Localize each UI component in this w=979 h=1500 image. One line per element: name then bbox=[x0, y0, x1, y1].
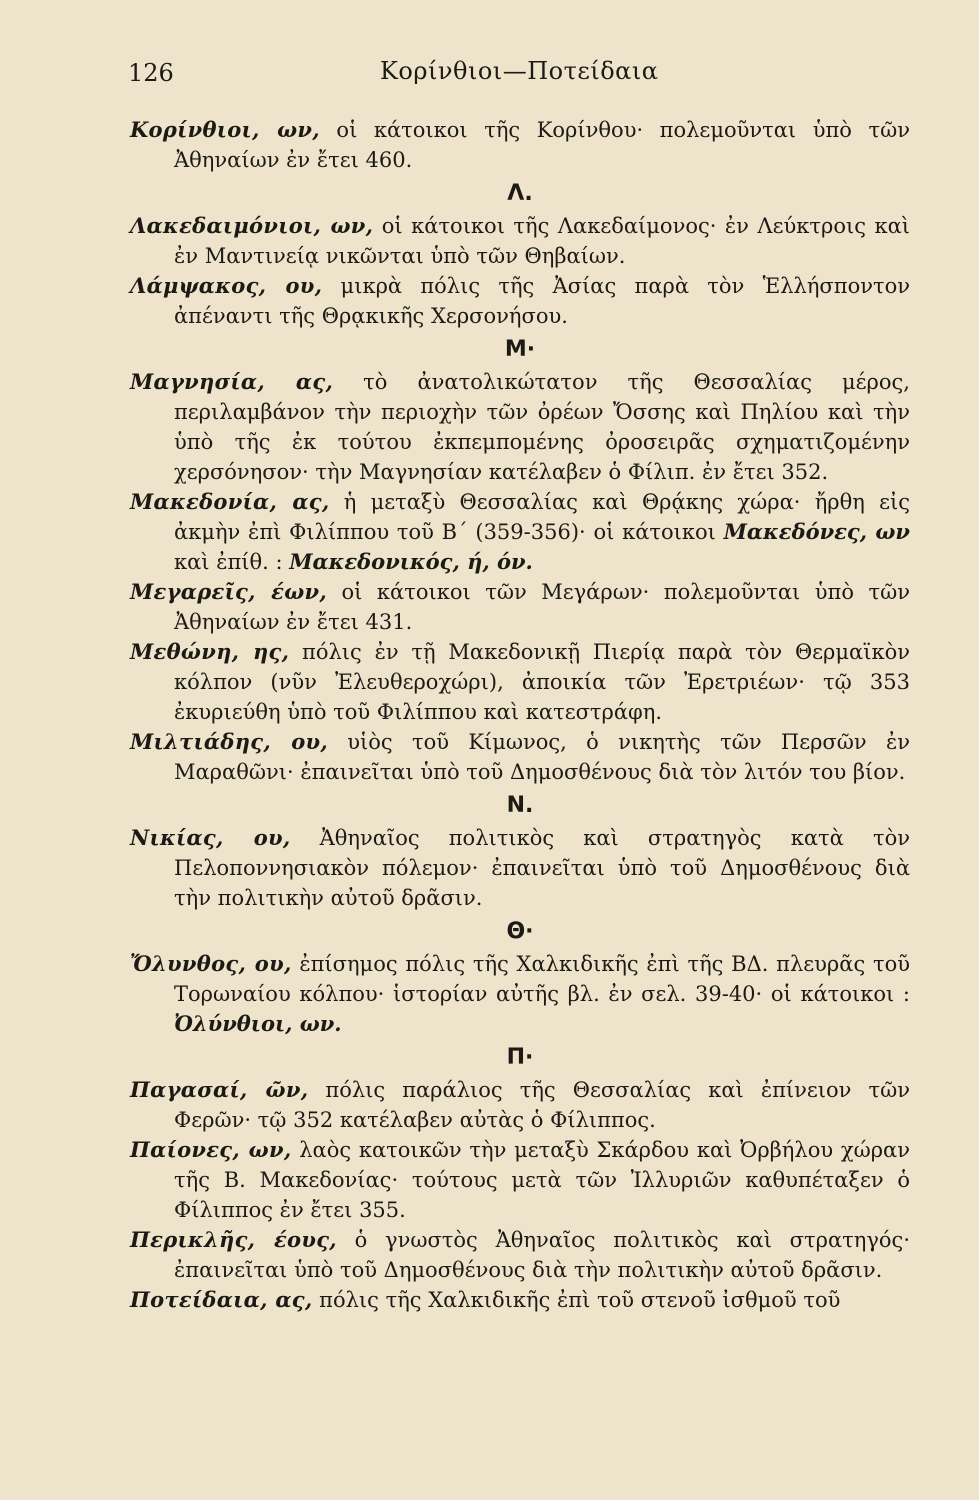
entry-olynthos bbox=[130, 949, 910, 1039]
entry-text: ἐπίσημος πόλις τῆς Χαλκιδικῆς ἐπὶ τῆς ΒΔ. πλευρᾶς τοῦ Τορωναίου κόλπου· ἱστορίαν αὐτῆς βλ. ἐν σελ. 39-40· οἱ κάτοικοι : bbox=[174, 952, 910, 1006]
entry-lemma: Ὄλυνθος, ου, bbox=[130, 951, 292, 976]
entry-sub-lemma: Μακεδονικός, ή, όν. bbox=[289, 549, 533, 574]
entry-text: οἱ κάτοικοι τῶν Μεγάρων· πολεμοῦνται ὑπὸ τῶν Ἀθηναίων ἐν ἔτει 431. bbox=[174, 580, 910, 634]
entry-sub-lemma: Μακεδόνες, ων bbox=[723, 519, 910, 544]
entry-lemma: Κορίνθιοι, ων, bbox=[130, 117, 320, 142]
glossary-content bbox=[130, 115, 910, 1315]
entry-megareis bbox=[130, 577, 910, 637]
entry-lakedaimonioi bbox=[130, 211, 910, 271]
entry-lemma: Λάμψακος, ου, bbox=[130, 273, 323, 298]
entry-text: υἱὸς τοῦ Κίμωνος, ὁ νικητὴς τῶν Περσῶν ἐν Μαραθῶνι· ἐπαινεῖται ὑπὸ τοῦ Δημοσθένους διὰ τὸν λιτόν του βίον. bbox=[174, 730, 910, 784]
entry-text: πόλις παράλιος τῆς Θεσσαλίας καὶ ἐπίνειον τῶν Φερῶν· τῷ 352 κατέλαβεν αὐτὰς ὁ Φίλιππος. bbox=[174, 1078, 911, 1132]
entry-paiones bbox=[130, 1135, 910, 1225]
entry-poteidaia bbox=[130, 1285, 910, 1315]
entry-methone bbox=[130, 637, 910, 727]
entry-text: ἡ μεταξὺ Θεσσαλίας καὶ Θρᾴκης χώρα· ἤρθη εἰς ἀκμὴν ἐπὶ Φιλίππου τοῦ Β΄ (359-356)· οἱ κάτοικοι bbox=[174, 490, 910, 544]
entry-text: οἱ κάτοικοι τῆς Λακεδαίμονος· ἐν Λεύκτροις καὶ ἐν Μαντινείᾳ νικῶνται ὑπὸ τῶν Θηβαίων. bbox=[174, 214, 910, 268]
entry-makedonia bbox=[130, 487, 910, 577]
section-letter-pi: Π· bbox=[506, 1045, 534, 1070]
entry-text: τὸ ἀνατολικώτατον τῆς Θεσσαλίας μέρος, περιλαμβάνον τὴν περιοχὴν τῶν ὀρέων Ὄσσης καὶ Πηλίου καὶ τὴν ὑπὸ τῆς ἐκ τούτου ἐκπεμπομένης ὀροσειρᾶς σχηματιζομένην χερσόνησον· τὴν Μαγνησίαν κατέλαβεν ὁ Φίλιπ. ἐν ἔτει 352. bbox=[174, 370, 910, 484]
entry-lemma: Περικλῆς, έους, bbox=[130, 1227, 337, 1252]
entry-text: πόλις ἐν τῇ Μακεδονικῇ Πιερίᾳ παρὰ τὸν Θερμαϊκὸν κόλπον (νῦν Ἐλευθεροχώρι), ἀποικία τῶν Ἐρετριέων· τῷ 353 ἐκυριεύθη ὑπὸ τοῦ Φιλίππου καὶ κατεστράφη. bbox=[174, 640, 910, 724]
entry-lemma: Μιλτιάδης, ου, bbox=[130, 729, 328, 754]
section-letter-lambda: Λ. bbox=[507, 181, 533, 206]
entry-lemma: Νικίας, ου, bbox=[130, 825, 291, 850]
running-title: Κορίνθιοι—Ποτείδαια bbox=[380, 57, 659, 85]
entry-lemma: Παγασαί, ῶν, bbox=[130, 1077, 309, 1102]
entry-lemma: Μαγνησία, ας, bbox=[130, 369, 334, 394]
entry-lampsakos bbox=[130, 271, 910, 331]
page-header bbox=[0, 55, 979, 95]
entry-text: Ἀθηναῖος πολιτικὸς καὶ στρατηγὸς κατὰ τὸν Πελοποννησιακὸν πόλεμον· ἐπαινεῖται ὑπὸ τοῦ Δημοσθένους διὰ τὴν πολιτικὴν αὐτοῦ δρᾶσιν. bbox=[174, 826, 910, 910]
entry-miltiades bbox=[130, 727, 910, 787]
entry-text: λαὸς κατοικῶν τὴν μεταξὺ Σκάρδου καὶ Ὀρβήλου χώραν τῆς Β. Μακεδονίας· τούτους μετὰ τῶν Ἰλλυριῶν καθυπέταξεν ὁ Φίλιππος ἐν ἔτει 355. bbox=[174, 1138, 910, 1222]
entry-lemma: Μακεδονία, ας, bbox=[130, 489, 330, 514]
page-number: 126 bbox=[128, 59, 174, 87]
entry-nikias bbox=[130, 823, 910, 913]
entry-lemma: Μεθώνη, ης, bbox=[130, 639, 290, 664]
section-letter-omicron: Θ· bbox=[506, 919, 534, 944]
entry-pagasai bbox=[130, 1075, 910, 1135]
entry-magnesia bbox=[130, 367, 910, 487]
section-letter-nu: Ν. bbox=[506, 793, 534, 818]
entry-lemma: Μεγαρεῖς, έων, bbox=[130, 579, 328, 604]
entry-text: ὁ γνωστὸς Ἀθηναῖος πολιτικὸς καὶ στρατηγός· ἐπαινεῖται ὑπὸ τοῦ Δημοσθένους διὰ τὴν πολιτικὴν αὐτοῦ δρᾶσιν. bbox=[174, 1228, 910, 1282]
entry-lemma: Παίονες, ων, bbox=[130, 1137, 292, 1162]
entry-lemma: Ποτείδαια, ας, bbox=[130, 1287, 313, 1312]
entry-sub-lemma: Ὀλύνθιοι, ων. bbox=[174, 1011, 342, 1036]
section-letter-mu: Μ· bbox=[504, 337, 536, 362]
entry-korinthioi bbox=[130, 115, 910, 175]
entry-text: πόλις τῆς Χαλκιδικῆς ἐπὶ τοῦ στενοῦ ἰσθμοῦ τοῦ bbox=[312, 1288, 841, 1312]
entry-text: οἱ κάτοικοι τῆς Κορίνθου· πολεμοῦνται ὑπὸ τῶν Ἀθηναίων ἐν ἔτει 460. bbox=[174, 118, 910, 172]
entry-text: μικρὰ πόλις τῆς Ἀσίας παρὰ τὸν Ἑλλήσποντον ἀπέναντι τῆς Θρᾳκικῆς Χερσονήσου. bbox=[174, 274, 911, 328]
entry-perikles bbox=[130, 1225, 910, 1285]
entry-lemma: Λακεδαιμόνιοι, ων, bbox=[130, 213, 374, 238]
entry-text: καὶ ἐπίθ. : bbox=[174, 550, 290, 574]
